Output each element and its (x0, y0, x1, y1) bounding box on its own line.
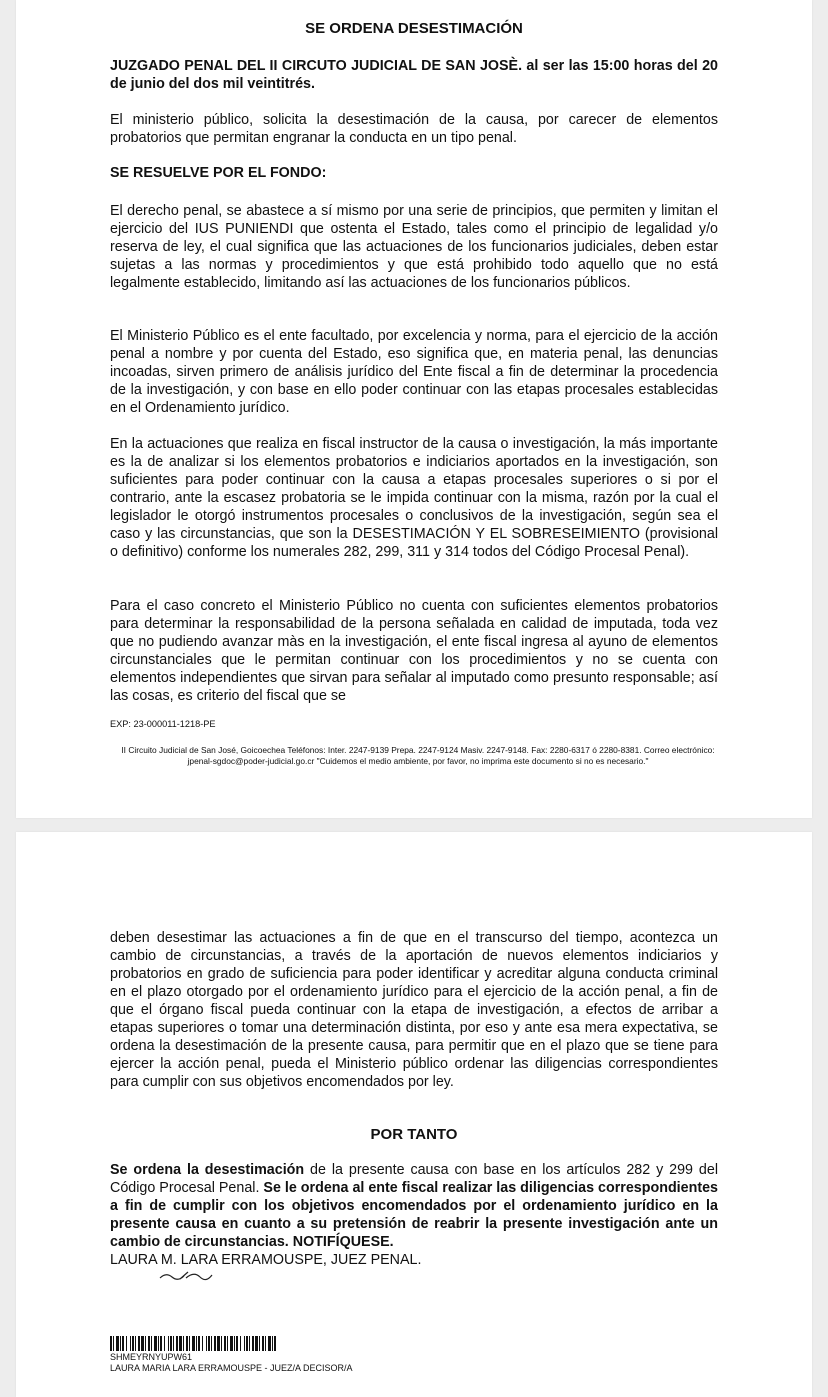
paragraph-ministerio: El Ministerio Público es el ente facultado, por excelencia y norma, para el ejercicio de la acción penal a nombre y por cuenta del Estado, eso significa que, en materia penal, las denuncias incoadas, sirven primero de análisis jurídico del Ente fiscal a fin de determinar la procedencia de la investigación, y con base en ello poder continuar con las etapas procesales establecidas en el Ordenamiento jurídico. (110, 328, 718, 416)
barcode-bar (141, 1336, 144, 1351)
page-footer: II Circuito Judicial de San José, Goicoechea Teléfonos: Inter. 2247-9139 Prepa. 2247-9124 Masiv. 2247-9148. Fax: 2280-6317 ó 2280-8381. Correo electrónico: jpenal-sgdoc@poder-judicial.go.cr "Cuidemos el medio ambiente, por favor, no imprima este documento si no es necesario." (121, 745, 715, 766)
document-page-1 (16, 0, 812, 818)
barcode-bar (206, 1336, 207, 1351)
barcode-bar (126, 1336, 127, 1351)
signature-mark (156, 1268, 216, 1284)
barcode-bar (158, 1336, 159, 1351)
resolution-instruction: Se le ordena al ente fiscal realizar las diligencias correspondientes a fin de cumplir con los objetivos encomendados por el ordenamiento jurídico en la presente causa en cuanto a su pretensión de reabrir la presente investigación ante un cambio de circunstancias. NOTIFÍQUESE. (110, 1180, 719, 1250)
barcode-bar (268, 1336, 271, 1351)
barcode-bar (230, 1336, 233, 1351)
paragraph-continuation: deben desestimar las actuaciones a fin de que en el transcurso del tiempo, acontezca un cambio de circunstancias, a través de la aportación de nuevos elementos indiciarios y probatorios en grado de suficiencia para poder identificar y acreditar alguna conducta criminal en el plazo otorgado por el ordenamiento jurídico para el ejercicio de la acción penal, a fin de que el órgano fiscal pueda continuar con la etapa de investigación, a efectos de arribar a etapas superiores o tomar una determinación distinta, por eso y ante esa mera expectativa, se ordena la desestimación de la presente causa, para permitir que en el plazo que se tiene para ejercer la acción penal, pueda el Ministerio público ordenar las diligencias correspondientes para cumplir con sus objetivos encomendados por ley. (110, 930, 718, 1090)
barcode-bar (122, 1336, 124, 1351)
barcode-bar (196, 1336, 197, 1351)
por-tanto-heading: POR TANTO (370, 1126, 458, 1143)
barcode-bar (234, 1336, 235, 1351)
barcode-bar (265, 1336, 266, 1351)
barcode-bar (189, 1336, 190, 1351)
barcode-bar (176, 1336, 178, 1351)
barcode-bar (244, 1336, 245, 1351)
barcode-bar (170, 1336, 172, 1351)
barcode-bar (240, 1336, 241, 1351)
barcode-bar (183, 1336, 184, 1351)
signer-line: LAURA MARIA LARA ERRAMOUSPE - JUEZ/A DECISOR/A (110, 1363, 353, 1373)
barcode-bar (113, 1336, 114, 1351)
resolution-basis: de la presente causa con base en los artículos 282 y 299 del Código Procesal Penal. (110, 1162, 718, 1196)
barcode-bar (120, 1336, 121, 1351)
barcode-bar (151, 1336, 152, 1351)
barcode (110, 1336, 278, 1351)
barcode-bar (236, 1336, 238, 1351)
barcode-bar (262, 1336, 264, 1351)
barcode-bar (168, 1336, 169, 1351)
barcode-bar (202, 1336, 203, 1351)
barcode-bar (173, 1336, 174, 1351)
barcode-bar (211, 1336, 212, 1351)
document-page-2 (16, 832, 812, 1397)
barcode-bar (274, 1336, 276, 1351)
barcode-bar (160, 1336, 162, 1351)
barcode-bar (249, 1336, 250, 1351)
barcode-bar (110, 1336, 112, 1351)
barcode-bar (132, 1336, 134, 1351)
barcode-bar (192, 1336, 195, 1351)
case-number: EXP: 23-000011-1218-PE (110, 719, 216, 729)
barcode-bar (272, 1336, 273, 1351)
paragraph-actuaciones: En la actuaciones que realiza en fiscal instructor de la causa o investigación, la más importante es la de analizar si los elementos probatorios e indiciarios aportados en la investigación, son suficientes para poder continuar con la causa a etapas procesales superiores o si por el contrario, ante la escasez probatoria se le impida continuar con la misma, razón por la cual el legislador le otorgó instrumentos procesales o conclusivos de la investigación, según sea el caso y las circunstancias, que son la DESESTIMACIÓN Y EL SOBRESEIMIENTO (provisional o definitivo) conforme los numerales 282, 299, 311 y 314 todos del Código Procesal Penal). (110, 436, 718, 560)
barcode-bar (259, 1336, 260, 1351)
section-heading: SE RESUELVE POR EL FONDO: (110, 165, 327, 181)
court-header: JUZGADO PENAL DEL II CIRCUTO JUDICIAL DE SAN JOSÈ. al ser las 15:00 horas del 20 de junio del dos mil veintitrés. (110, 58, 718, 92)
barcode-bar (227, 1336, 228, 1351)
barcode-bar (246, 1336, 248, 1351)
barcode-bar (208, 1336, 210, 1351)
barcode-bar (179, 1336, 182, 1351)
paragraph-caso-concreto: Para el caso concreto el Ministerio Público no cuenta con suficientes elementos probatorios para determinar la responsabilidad de la persona señalada en calidad de imputada, toda vez que no pudiendo avanzar màs en la investigación, el ente fiscal ingresa al ayuno de elementos circunstanciales que le permitan continuar con los procedimientos y no se cuenta con elementos independientes que sirvan para señalar al imputado como presunto responsable; así las cosas, es criterio del fiscal que se (110, 598, 718, 704)
paragraph-principles: El derecho penal, se abastece a sí mismo por una serie de principios, que permiten y limitan el ejercicio del IUS PUNIENDI que ostenta el Estado, tales como el principio de legalidad y/o reserva de ley, el cual significa que las actuaciones de los funcionarios judiciales, deben estar sujetas a las normas y procedimientos y que está prohibido todo aquello que no está legalmente establecido, limitando así las actuaciones de los funcionarios públicos. (110, 203, 718, 291)
resolution-order: Se ordena la desestimación (110, 1162, 305, 1178)
barcode-bar (217, 1336, 220, 1351)
barcode-bar (130, 1336, 131, 1351)
resolution-paragraph (110, 1161, 718, 1251)
barcode-bar (138, 1336, 140, 1351)
barcode-bar (154, 1336, 157, 1351)
barcode-bar (186, 1336, 188, 1351)
barcode-bar (214, 1336, 216, 1351)
barcode-bar (148, 1336, 150, 1351)
barcode-bar (135, 1336, 136, 1351)
barcode-code: SHMEYRNYUPW61 (110, 1352, 193, 1362)
barcode-bar (221, 1336, 222, 1351)
barcode-bar (224, 1336, 226, 1351)
barcode-bar (116, 1336, 119, 1351)
barcode-bar (145, 1336, 146, 1351)
document-title: SE ORDENA DESESTIMACIÓN (305, 20, 523, 37)
barcode-bar (252, 1336, 254, 1351)
intro-paragraph: El ministerio público, solicita la desestimación de la causa, por carecer de elementos probatorios que permitan engranar la conducta en un tipo penal. (110, 112, 718, 146)
barcode-bar (198, 1336, 200, 1351)
barcode-bar (164, 1336, 165, 1351)
barcode-bar (255, 1336, 258, 1351)
judge-line: LAURA M. LARA ERRAMOUSPE, JUEZ PENAL. (110, 1252, 422, 1268)
